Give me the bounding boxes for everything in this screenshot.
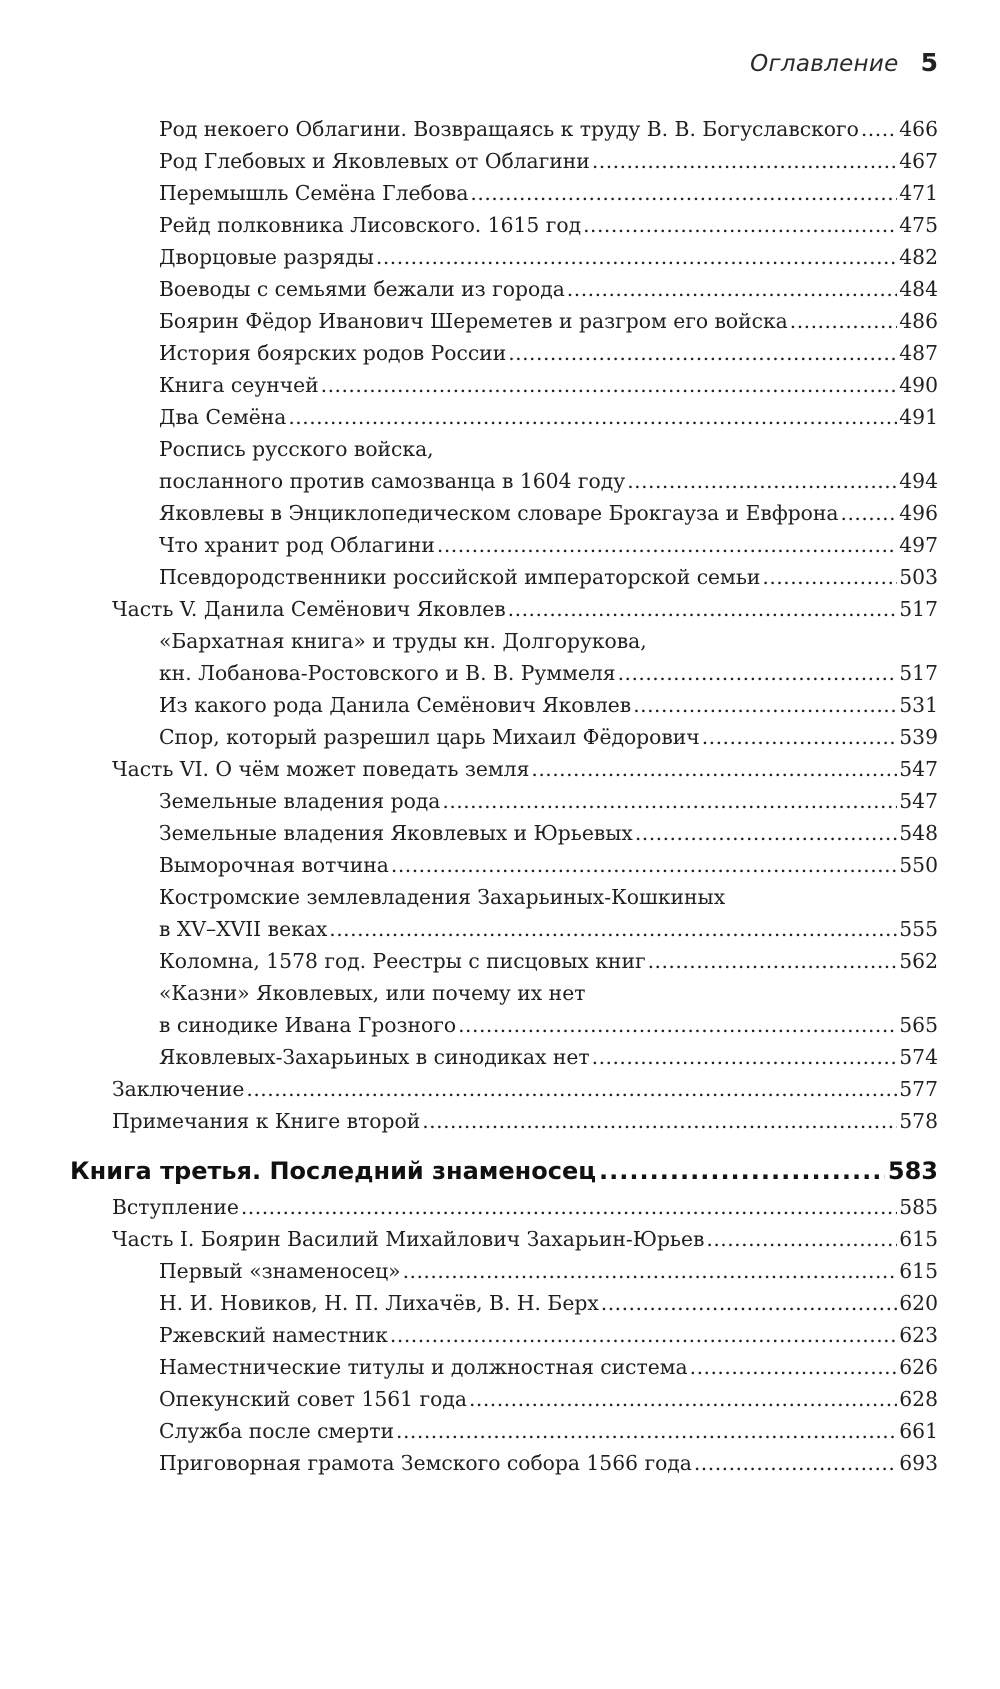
toc-section-entry bbox=[0, 1447, 1000, 1479]
dot-leader bbox=[422, 1105, 897, 1137]
toc-section-entry bbox=[0, 945, 1000, 977]
toc-entry-title: Заключение bbox=[112, 1077, 245, 1101]
toc-entry-title: Яковлевы в Энциклопедическом словаре Брокгауза и Евфрона bbox=[159, 501, 839, 525]
toc-entry-title: Род Глебовых и Яковлевых от Облагини bbox=[159, 149, 590, 173]
toc-entry-title: кн. Лобанова-Ростовского и В. В. Руммеля bbox=[159, 661, 616, 685]
toc-entry-title: Книга третья. Последний знаменосец bbox=[70, 1157, 597, 1185]
toc-section-entry bbox=[0, 561, 1000, 593]
toc-section-entry bbox=[0, 145, 1000, 177]
toc-part-entry bbox=[0, 1223, 1000, 1255]
dot-leader bbox=[790, 305, 898, 337]
toc-entry-title: Костромские землевладения Захарьиных-Кошкиных bbox=[159, 885, 726, 909]
dot-leader bbox=[567, 273, 897, 305]
toc-entry-page: 693 bbox=[899, 1451, 938, 1475]
toc-section-entry bbox=[0, 305, 1000, 337]
toc-section-entry bbox=[0, 785, 1000, 817]
toc-entry-title: в синодике Ивана Грозного bbox=[159, 1013, 457, 1037]
toc-part-entry bbox=[0, 753, 1000, 785]
toc-section-entry bbox=[0, 241, 1000, 273]
toc-section-entry bbox=[0, 913, 1000, 945]
toc-section-entry bbox=[0, 689, 1000, 721]
toc-entry-page: 494 bbox=[899, 469, 938, 493]
toc-entry-page: 486 bbox=[899, 309, 938, 333]
toc-entry-page: 484 bbox=[899, 277, 938, 301]
toc-section-entry bbox=[0, 113, 1000, 145]
toc-section-entry bbox=[0, 657, 1000, 689]
toc-entry-page: 496 bbox=[899, 501, 938, 525]
toc-entry-title: Что хранит род Облагини bbox=[159, 533, 435, 557]
dot-leader bbox=[469, 1383, 897, 1415]
dot-leader bbox=[583, 209, 897, 241]
toc-entry-title: Дворцовые разряды bbox=[159, 245, 374, 269]
dot-leader bbox=[706, 1223, 897, 1255]
toc-part-entry bbox=[0, 1073, 1000, 1105]
dot-leader bbox=[531, 753, 897, 785]
dot-leader bbox=[592, 145, 897, 177]
toc-entry-page: 578 bbox=[899, 1109, 938, 1133]
toc-section-entry bbox=[0, 817, 1000, 849]
toc-entry-title: посланного против самозванца в 1604 году bbox=[159, 469, 626, 493]
toc-entry-page: 661 bbox=[899, 1419, 938, 1443]
toc-entry-page: 466 bbox=[899, 117, 938, 141]
toc-entry-page: 555 bbox=[899, 917, 938, 941]
toc-entry-page: 615 bbox=[899, 1259, 938, 1283]
toc-entry-page: 562 bbox=[899, 949, 938, 973]
dot-leader bbox=[690, 1351, 898, 1383]
toc-section-entry bbox=[0, 497, 1000, 529]
toc-entry-page: 471 bbox=[899, 181, 938, 205]
toc-entry-title: Род некоего Облагини. Возвращаясь к труду В. В. Богуславского bbox=[159, 117, 859, 141]
dot-leader bbox=[508, 337, 897, 369]
toc-entry-title: Опекунский совет 1561 года bbox=[159, 1387, 467, 1411]
toc-section-entry bbox=[0, 433, 1000, 465]
dot-leader bbox=[635, 817, 897, 849]
toc-section-entry bbox=[0, 1383, 1000, 1415]
toc-entry-page: 503 bbox=[899, 565, 938, 589]
dot-leader bbox=[321, 369, 898, 401]
dot-leader bbox=[508, 593, 898, 625]
toc-entry-title: История боярских родов России bbox=[159, 341, 507, 365]
toc-section-entry bbox=[0, 209, 1000, 241]
toc-entry-title: Боярин Фёдор Иванович Шереметев и разгром его войска bbox=[159, 309, 788, 333]
toc-entry-page: 615 bbox=[899, 1227, 938, 1251]
toc-section-entry bbox=[0, 1319, 1000, 1351]
toc-entry-title: Земельные владения Яковлевых и Юрьевых bbox=[159, 821, 633, 845]
toc-section-entry bbox=[0, 1041, 1000, 1073]
toc-entry-title: Часть V. Данила Семёнович Яковлев bbox=[112, 597, 506, 621]
toc-entry-page: 491 bbox=[899, 405, 938, 429]
toc-section-entry bbox=[0, 337, 1000, 369]
toc-entry-page: 628 bbox=[899, 1387, 938, 1411]
toc-entry-page: 517 bbox=[899, 597, 938, 621]
toc-entry-title: Воеводы с семьями бежали из города bbox=[159, 277, 565, 301]
toc-entry-title: Примечания к Книге второй bbox=[112, 1109, 421, 1133]
toc-entry-page: 539 bbox=[899, 725, 938, 749]
toc-section-entry bbox=[0, 273, 1000, 305]
dot-leader bbox=[391, 849, 897, 881]
dot-leader bbox=[599, 1149, 885, 1193]
toc-entry-title: Книга сеунчей bbox=[159, 373, 319, 397]
toc-entry-page: 620 bbox=[899, 1291, 938, 1315]
toc-section-entry bbox=[0, 721, 1000, 753]
dot-leader bbox=[648, 945, 898, 977]
toc-entry-page: 475 bbox=[899, 213, 938, 237]
dot-leader bbox=[442, 785, 897, 817]
dot-leader bbox=[470, 177, 897, 209]
toc-section-entry bbox=[0, 369, 1000, 401]
dot-leader bbox=[618, 657, 898, 689]
toc-entry-title: Рейд полковника Лисовского. 1615 год bbox=[159, 213, 582, 237]
dot-leader bbox=[403, 1255, 898, 1287]
dot-leader bbox=[288, 401, 897, 433]
running-head bbox=[750, 48, 938, 77]
toc-section-entry bbox=[0, 1255, 1000, 1287]
toc-entry-page: 623 bbox=[899, 1323, 938, 1347]
toc-entry-page: 548 bbox=[899, 821, 938, 845]
toc-entry-page: 547 bbox=[899, 757, 938, 781]
dot-leader bbox=[601, 1287, 898, 1319]
dot-leader bbox=[694, 1447, 897, 1479]
table-of-contents bbox=[0, 113, 1000, 1479]
toc-section-entry bbox=[0, 1415, 1000, 1447]
toc-entry-title: Приговорная грамота Земского собора 1566 года bbox=[159, 1451, 692, 1475]
toc-entry-page: 577 bbox=[899, 1077, 938, 1101]
toc-part-entry bbox=[0, 593, 1000, 625]
dot-leader bbox=[390, 1319, 897, 1351]
toc-entry-title: Перемышль Семёна Глебова bbox=[159, 181, 469, 205]
toc-entry-page: 547 bbox=[899, 789, 938, 813]
toc-entry-page: 531 bbox=[899, 693, 938, 717]
toc-entry-title: Выморочная вотчина bbox=[159, 853, 389, 877]
dot-leader bbox=[592, 1041, 898, 1073]
dot-leader bbox=[437, 529, 897, 561]
toc-entry-page: 467 bbox=[899, 149, 938, 173]
toc-section-entry bbox=[0, 401, 1000, 433]
toc-part-entry bbox=[0, 1191, 1000, 1223]
dot-leader bbox=[841, 497, 898, 529]
toc-entry-page: 550 bbox=[899, 853, 938, 877]
toc-section-entry bbox=[0, 977, 1000, 1009]
toc-entry-title: Спор, который разрешил царь Михаил Фёдорович bbox=[159, 725, 700, 749]
toc-entry-page: 490 bbox=[899, 373, 938, 397]
toc-entry-title: Два Семёна bbox=[159, 405, 287, 429]
toc-entry-page: 482 bbox=[899, 245, 938, 269]
toc-entry-page: 626 bbox=[899, 1355, 938, 1379]
toc-book-heading bbox=[0, 1149, 1000, 1193]
toc-entry-title: «Казни» Яковлевых, или почему их нет bbox=[159, 981, 586, 1005]
toc-entry-page: 574 bbox=[899, 1045, 938, 1069]
toc-entry-page: 585 bbox=[899, 1195, 938, 1219]
toc-entry-title: Часть VI. О чём может поведать земля bbox=[112, 757, 530, 781]
toc-entry-title: Вступление bbox=[112, 1195, 239, 1219]
toc-section-entry bbox=[0, 881, 1000, 913]
dot-leader bbox=[329, 913, 897, 945]
toc-entry-title: Роспись русского войска, bbox=[159, 437, 434, 461]
toc-section-entry bbox=[0, 1009, 1000, 1041]
toc-entry-page: 497 bbox=[899, 533, 938, 557]
toc-section-entry bbox=[0, 465, 1000, 497]
toc-entry-title: Н. И. Новиков, Н. П. Лихачёв, В. Н. Берх bbox=[159, 1291, 599, 1315]
toc-entry-title: Служба после смерти bbox=[159, 1419, 395, 1443]
toc-section-entry bbox=[0, 625, 1000, 657]
toc-entry-page: 487 bbox=[899, 341, 938, 365]
toc-entry-title: Земельные владения рода bbox=[159, 789, 441, 813]
toc-section-entry bbox=[0, 529, 1000, 561]
toc-section-entry bbox=[0, 1287, 1000, 1319]
toc-part-entry bbox=[0, 1105, 1000, 1137]
toc-entry-title: Наместнические титулы и должностная система bbox=[159, 1355, 688, 1379]
toc-entry-title: Из какого рода Данила Семёнович Яковлев bbox=[159, 693, 632, 717]
dot-leader bbox=[633, 689, 897, 721]
toc-section-entry bbox=[0, 849, 1000, 881]
dot-leader bbox=[762, 561, 897, 593]
toc-section-entry bbox=[0, 1351, 1000, 1383]
toc-entry-title: Первый «знаменосец» bbox=[159, 1259, 401, 1283]
toc-entry-page: 583 bbox=[887, 1157, 938, 1185]
toc-entry-title: Яковлевых-Захарьиных в синодиках нет bbox=[159, 1045, 590, 1069]
toc-entry-page: 517 bbox=[899, 661, 938, 685]
dot-leader bbox=[246, 1073, 897, 1105]
toc-entry-title: Коломна, 1578 год. Реестры с писцовых книг bbox=[159, 949, 646, 973]
toc-entry-page: 565 bbox=[899, 1013, 938, 1037]
dot-leader bbox=[702, 721, 898, 753]
toc-entry-title: Псевдородственники российской императорской семьи bbox=[159, 565, 761, 589]
dot-leader bbox=[861, 113, 897, 145]
toc-entry-title: Ржевский наместник bbox=[159, 1323, 388, 1347]
toc-entry-title: «Бархатная книга» и труды кн. Долгорукова, bbox=[159, 629, 647, 653]
page-number: 5 bbox=[920, 48, 938, 77]
dot-leader bbox=[458, 1009, 897, 1041]
dot-leader bbox=[376, 241, 897, 273]
dot-leader bbox=[396, 1415, 897, 1447]
toc-section-entry bbox=[0, 177, 1000, 209]
running-head-title: Оглавление bbox=[750, 51, 899, 77]
dot-leader bbox=[627, 465, 897, 497]
toc-entry-title: в XV–XVII веках bbox=[159, 917, 328, 941]
toc-entry-title: Часть I. Боярин Василий Михайлович Захарьин-Юрьев bbox=[112, 1227, 705, 1251]
dot-leader bbox=[241, 1191, 897, 1223]
